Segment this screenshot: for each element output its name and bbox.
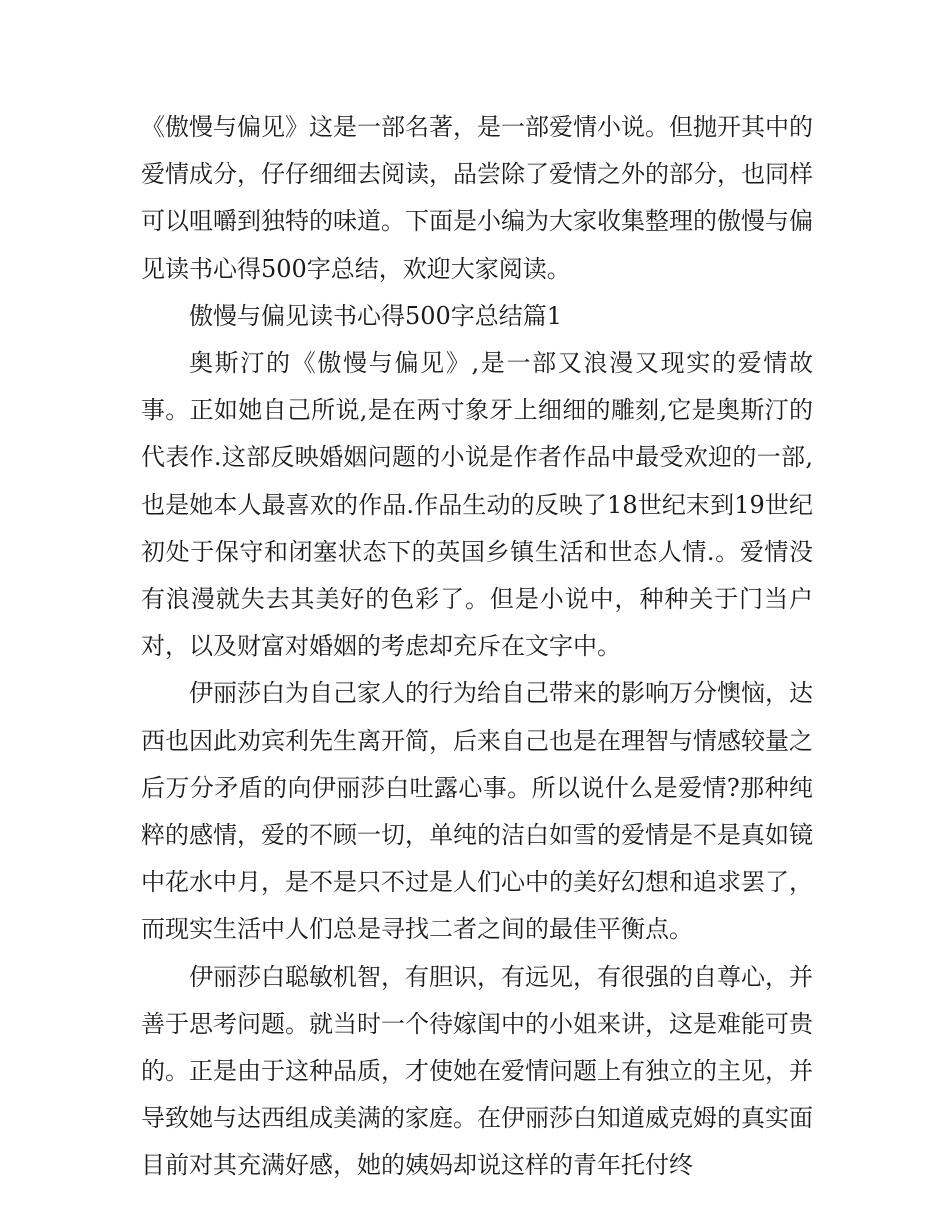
document-body [141, 104, 813, 1190]
body-paragraph-1: 奥斯汀的《傲慢与偏见》,是一部又浪漫又现实的爱情故事。正如她自己所说,是在两寸象牙上细细的雕刻,它是奥斯汀的代表作.这部反映婚姻问题的小说是作者作品中最受欢迎的一部,也是她本人最喜欢的作品.作品生动的反映了18世纪末到19世纪初处于保守和闭塞状态下的英国乡镇生活和世态人情.。爱情没有浪漫就失去其美好的色彩了。但是小说中，种种关于门当户对，以及财富对婚姻的考虑却充斥在文字中。 [141, 349, 813, 661]
body-paragraph-2: 伊丽莎白为自己家人的行为给自己带来的影响万分懊恼，达西也因此劝宾利先生离开简，后来自己也是在理智与情感较量之后万分矛盾的向伊丽莎白吐露心事。所以说什么是爱情?那种纯粹的感情，爱的不顾一切，单纯的洁白如雪的爱情是不是真如镜中花水中月，是不是只不过是人们心中的美好幻想和追求罢了，而现实生活中人们总是寻找二者之间的最佳平衡点。 [141, 679, 813, 944]
section-title: 傲慢与偏见读书心得500字总结篇1 [189, 301, 563, 330]
body-paragraph-3: 伊丽莎白聪敏机智，有胆识，有远见，有很强的自尊心，并善于思考问题。就当时一个待嫁闺中的小姐来讲，这是难能可贵的。正是由于这种品质，才使她在爱情问题上有独立的主见，并导致她与达西组成美满的家庭。在伊丽莎白知道威克姆的真实面目前对其充满好感，她的姨妈却说这样的青年托付终 [141, 962, 813, 1180]
intro-paragraph: 《傲慢与偏见》这是一部名著，是一部爱情小说。但抛开其中的爱情成分，仔仔细细去阅读，品尝除了爱情之外的部分，也同样可以咀嚼到独特的味道。下面是小编为大家收集整理的傲慢与偏见读书心得500字总结，欢迎大家阅读。 [141, 113, 813, 283]
